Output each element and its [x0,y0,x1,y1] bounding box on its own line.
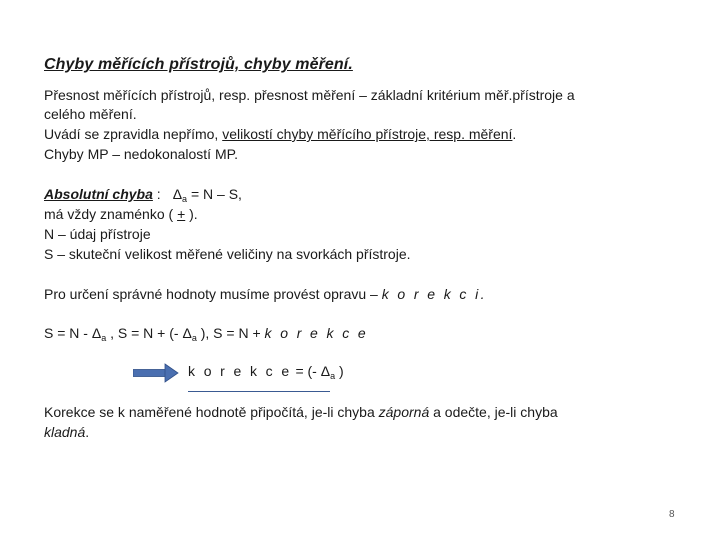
intro-line-3-post: . [512,126,517,142]
intro-line-3-underlined: velikostí chyby měřícího přístroje, resp. měření [222,126,513,142]
correction-word: k o r e k c i. [381,286,487,302]
boxed-formula-sub: a [330,371,336,381]
intro-line-3-pre: Uvádí se zpravidla nepřímo, [44,126,223,142]
formula-sub-2: a [191,333,197,343]
delta-subscript: a [182,194,188,204]
sign-pre: má vždy znaménko ( [44,206,178,222]
sign-post: ). [185,206,198,222]
s-definition: S – skuteční velikost měřené veličiny na svorkách přístroje. [44,246,411,262]
boxed-correction-word: k o r e k c e [188,363,292,379]
intro-line-2: celého měření. [44,106,137,122]
formula-line [44,324,368,347]
intro-line-4: Chyby MP – nedokonalostí MP. [44,146,239,162]
final-pre: Korekce se k naměřené hodnotě připočítá, je-li chyba [44,404,379,420]
formula-part-3: ), S = N + [196,325,265,341]
right-arrow-icon [133,363,179,383]
absolute-error-heading: Absolutní chyba [44,186,153,202]
final-negative-word: záporná [378,404,430,420]
intro-line-3 [44,125,516,143]
formula-correction-word: k o r e k c e [264,325,369,341]
final-line-2 [44,423,89,441]
page-number: 8 [669,509,675,520]
slide-title: Chyby měřících přístrojů, chyby měření. [44,56,353,73]
absolute-error-colon: : [152,186,161,202]
formula-part-2: , S = N + (- Δ [106,325,192,341]
final-positive-word: kladná [44,424,86,440]
formula-sub-1: a [101,333,107,343]
boxed-formula-mid: = (- Δ [291,363,331,379]
final-mid: a odečte, je-li chyba [429,404,558,420]
delta-symbol: Δ [172,186,183,202]
n-definition: N – údaj přístroje [44,226,151,242]
intro-line-1: Přesnost měřících přístrojů, resp. přesnost měření – základní kritérium měř.přístroje a [44,87,575,103]
boxed-formula-end: ) [335,363,344,379]
correction-formula-box [188,362,344,392]
final-line-1 [44,403,558,421]
correction-pre: Pro určení správné hodnoty musíme provést opravu – [44,286,382,302]
formula-part-1: S = N - Δ [44,325,102,341]
correction-line [44,285,487,303]
final-end: . [85,424,90,440]
absolute-error-formula: = N – S, [187,186,242,202]
plus-minus-sign: + [177,206,186,222]
sign-line [44,205,198,223]
